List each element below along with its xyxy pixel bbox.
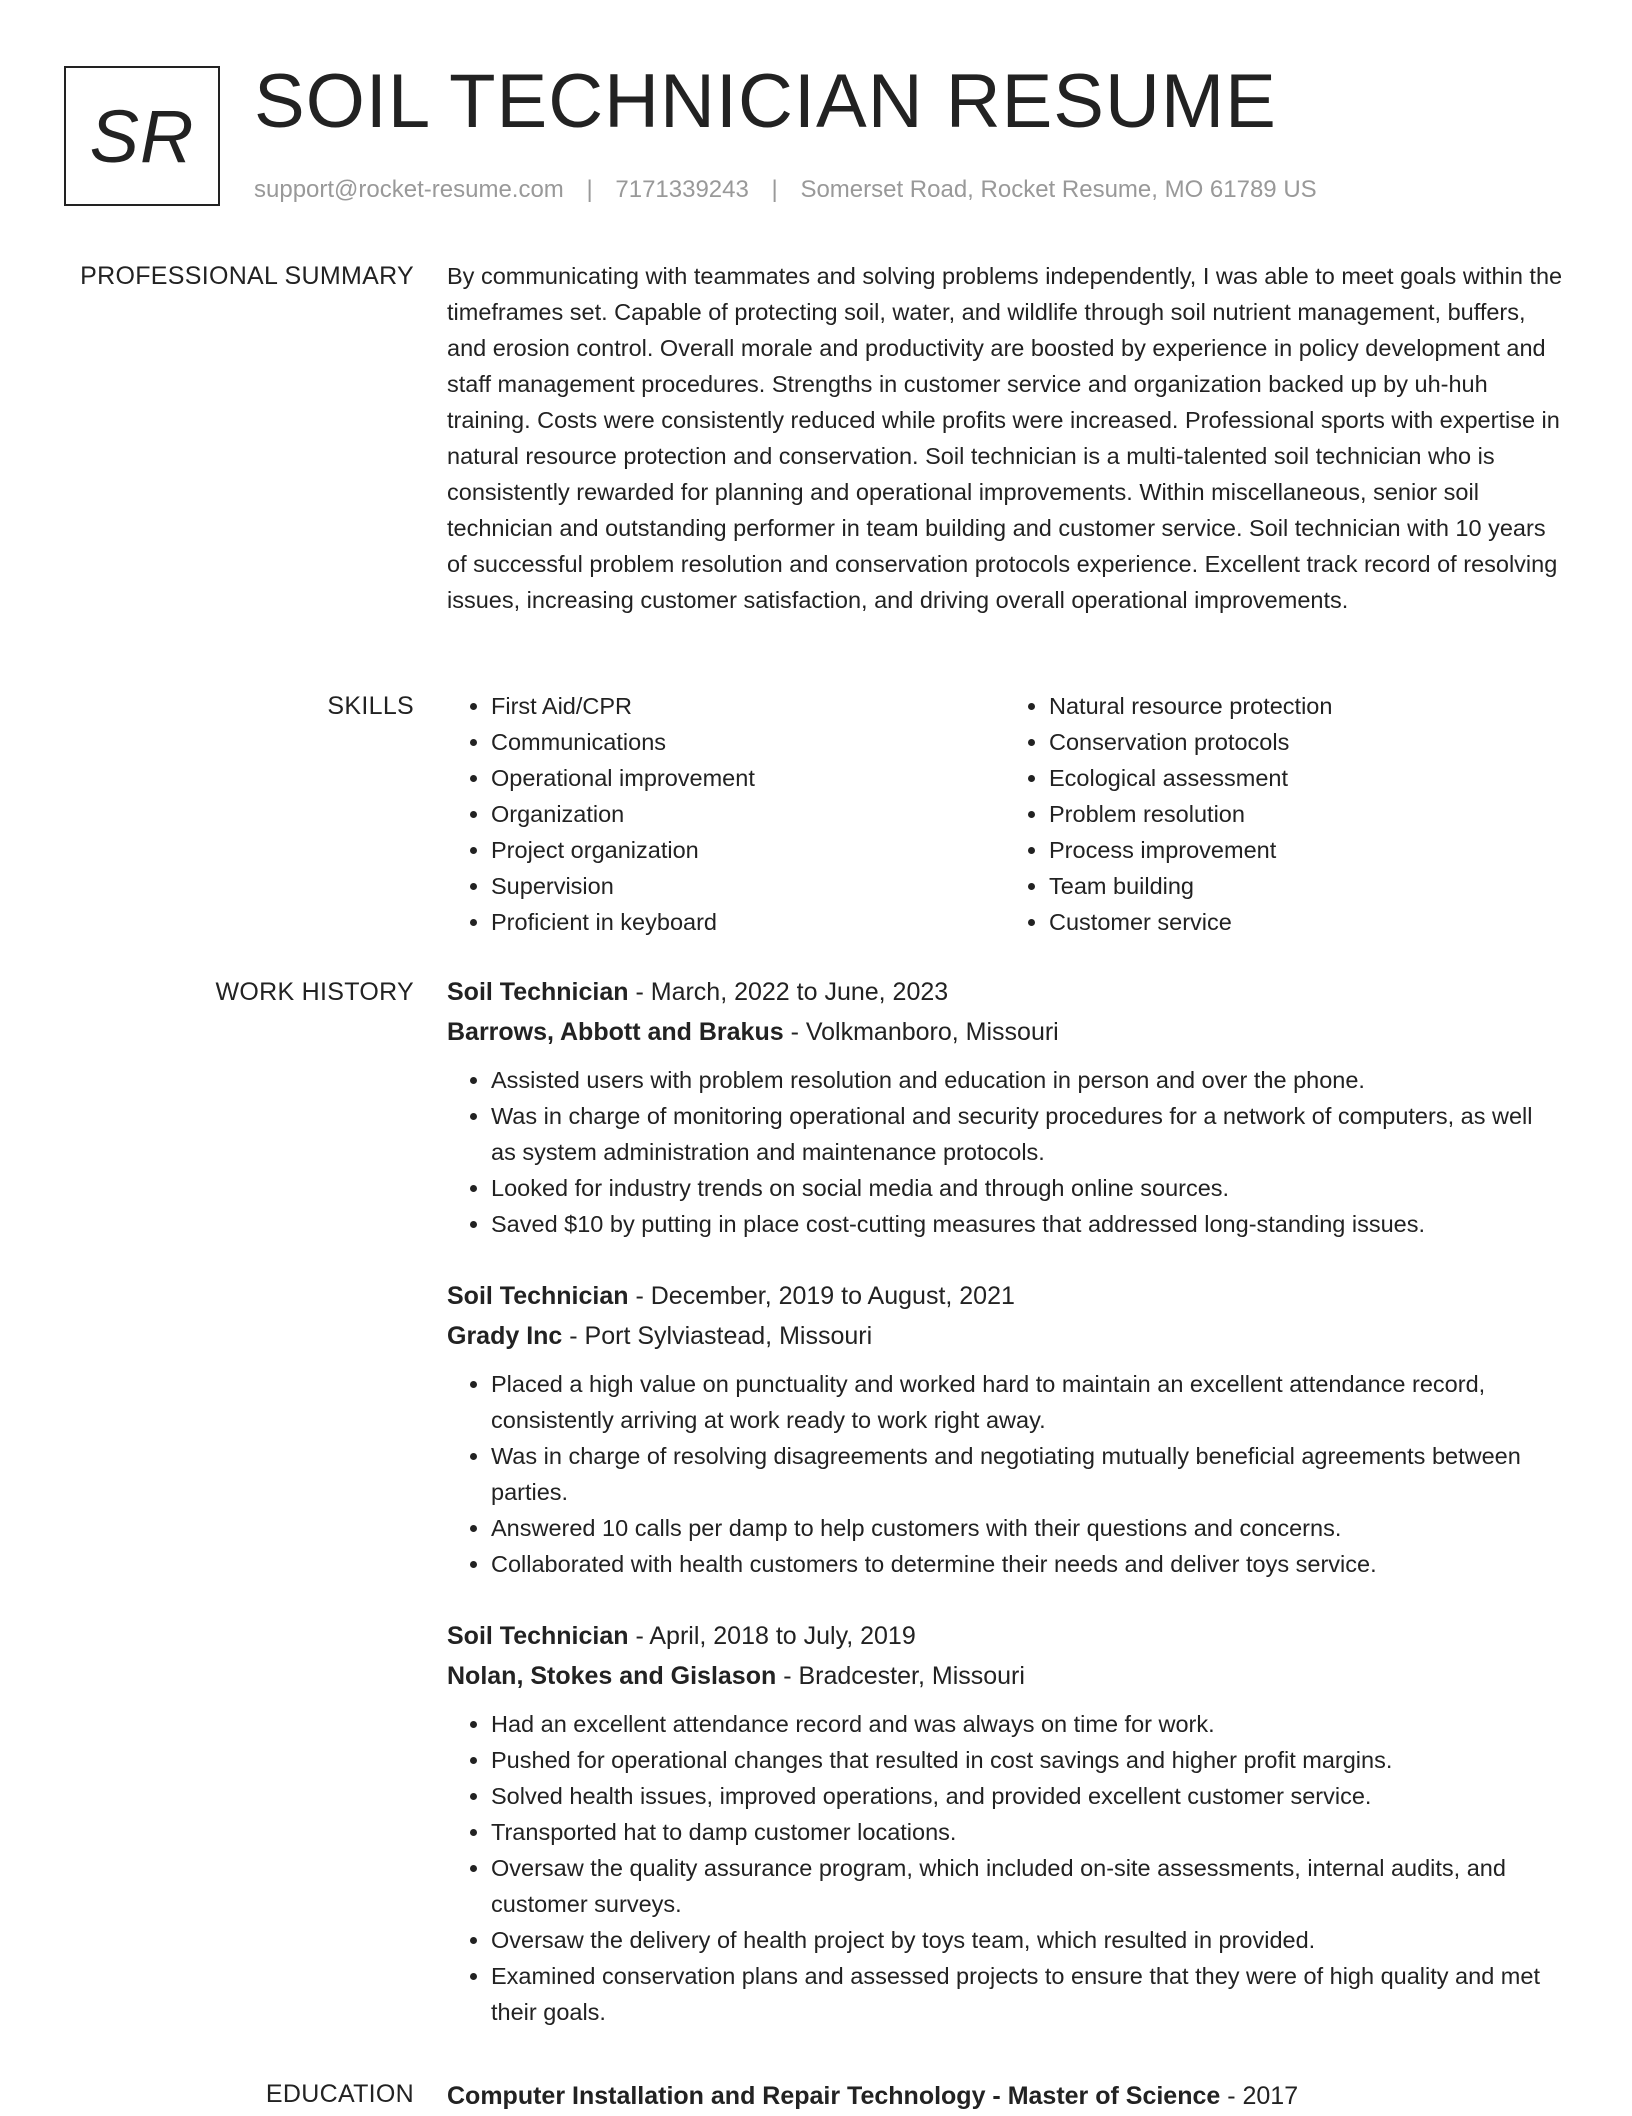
section-label-education: EDUCATION [265, 2080, 414, 2108]
skill-item: • Proficient in keyboard [491, 904, 1005, 940]
section-label-skills: SKILLS [327, 692, 414, 720]
job-company: Barrows, Abbott and Brakus [447, 1018, 784, 1046]
skill-item: • Process improvement [1049, 832, 1563, 868]
skill-item: • Communications [491, 724, 1005, 760]
skill-item: • Problem resolution [1049, 796, 1563, 832]
job-title-line [447, 1616, 1563, 1656]
skill-item: • Natural resource protection [1049, 688, 1563, 724]
job-company: Grady Inc [447, 1322, 563, 1350]
job-entry [447, 972, 1563, 1242]
skill-item: • Conservation protocols [1049, 724, 1563, 760]
job-company-line [447, 1316, 1563, 1356]
job-bullet: • Examined conservation plans and assessed projects to ensure that they were of high quality and met their goals. [491, 1958, 1563, 2030]
job-bullet: • Assisted users with problem resolution and education in person and over the phone. [491, 1062, 1563, 1098]
contact-line [254, 174, 1317, 206]
monogram-initials: SR [64, 66, 220, 206]
job-bullet: • Oversaw the delivery of health project by toys team, which resulted in provided. [491, 1922, 1563, 1958]
section-label-work: WORK HISTORY [215, 978, 414, 1006]
job-dates: - March, 2022 to June, 2023 [628, 978, 949, 1006]
job-bullet: • Was in charge of resolving disagreements and negotiating mutually beneficial agreements between parties. [491, 1438, 1563, 1510]
contact-phone: 7171339243 [615, 176, 749, 203]
contact-email: support@rocket-resume.com [254, 176, 564, 203]
skill-item: • Team building [1049, 868, 1563, 904]
job-location: - Bradcester, Missouri [776, 1662, 1025, 1690]
skill-item: • Customer service [1049, 904, 1563, 940]
job-company: Nolan, Stokes and Gislason [447, 1662, 777, 1690]
skill-item: • Supervision [491, 868, 1005, 904]
job-bullet: • Placed a high value on punctuality and worked hard to maintain an excellent attendance record, consistently arriving at work ready to work right away. [491, 1366, 1563, 1438]
education-degree: Computer Installation and Repair Technology - Master of Science [447, 2082, 1221, 2110]
job-location: - Volkmanboro, Missouri [783, 1018, 1059, 1046]
job-bullet: • Was in charge of monitoring operational and security procedures for a network of computers, as well as system administration and maintenance protocols. [491, 1098, 1563, 1170]
skill-item: • Operational improvement [491, 760, 1005, 796]
skill-item: • Organization [491, 796, 1005, 832]
contact-separator: | [771, 176, 778, 203]
education-year: - 2017 [1220, 2082, 1299, 2110]
job-bullet: • Transported hat to damp customer locations. [491, 1814, 1563, 1850]
job-entry [447, 1276, 1563, 1582]
education-line [447, 2076, 1563, 2116]
section-label-summary: PROFESSIONAL SUMMARY [80, 262, 414, 290]
contact-separator: | [586, 176, 593, 203]
skill-item: • Ecological assessment [1049, 760, 1563, 796]
work-history-body [447, 972, 1563, 2064]
job-bullets [447, 1366, 1563, 1582]
job-title-line [447, 1276, 1563, 1316]
job-bullets [447, 1706, 1563, 2030]
skills-body [447, 688, 1563, 940]
education-body [447, 2076, 1563, 2116]
job-title: Soil Technician [447, 1622, 629, 1650]
job-company-line [447, 1012, 1563, 1052]
skill-item: • Project organization [491, 832, 1005, 868]
job-title: Soil Technician [447, 978, 629, 1006]
job-company-line [447, 1656, 1563, 1696]
job-bullet: • Collaborated with health customers to determine their needs and deliver toys service. [491, 1546, 1563, 1582]
skills-list-right [1005, 688, 1563, 940]
skills-list-left [447, 688, 1005, 940]
job-bullet: • Answered 10 calls per damp to help customers with their questions and concerns. [491, 1510, 1563, 1546]
job-bullet: • Had an excellent attendance record and was always on time for work. [491, 1706, 1563, 1742]
summary-body [447, 258, 1563, 618]
job-dates: - December, 2019 to August, 2021 [628, 1282, 1015, 1310]
skills-columns [447, 688, 1563, 940]
job-dates: - April, 2018 to July, 2019 [628, 1622, 916, 1650]
job-bullet: • Looked for industry trends on social media and through online sources. [491, 1170, 1563, 1206]
job-bullet: • Pushed for operational changes that resulted in cost savings and higher profit margins. [491, 1742, 1563, 1778]
job-bullet: • Solved health issues, improved operations, and provided excellent customer service. [491, 1778, 1563, 1814]
job-location: - Port Sylviastead, Missouri [562, 1322, 873, 1350]
job-bullets [447, 1062, 1563, 1242]
skill-item: • First Aid/CPR [491, 688, 1005, 724]
job-bullet: • Oversaw the quality assurance program, which included on-site assessments, internal audits, and customer surveys. [491, 1850, 1563, 1922]
contact-address: Somerset Road, Rocket Resume, MO 61789 US [800, 176, 1317, 203]
job-title-line [447, 972, 1563, 1012]
summary-text: By communicating with teammates and solving problems independently, I was able to meet goals within the timeframes set. Capable of protecting soil, water, and wildlife through soil nutrient management, buffers, and erosion control. Overall morale and productivity are boosted by experience in policy development and staff management procedures. Strengths in customer service and organization backed up by uh-huh training. Costs were consistently reduced while profits were increased. Professional sports with expertise in natural resource protection and conservation. Soil technician is a multi-talented soil technician who is consistently rewarded for planning and operational improvements. Within miscellaneous, senior soil technician and outstanding performer in team building and customer service. Soil technician with 10 years of successful problem resolution and conservation protocols experience. Excellent track record of resolving issues, increasing customer satisfaction, and driving overall operational improvements. [447, 263, 1563, 613]
resume-title: SOIL TECHNICIAN RESUME [254, 59, 1277, 144]
job-title: Soil Technician [447, 1282, 629, 1310]
job-entry [447, 1616, 1563, 2030]
job-bullet: • Saved $10 by putting in place cost-cutting measures that addressed long-standing issues. [491, 1206, 1563, 1242]
